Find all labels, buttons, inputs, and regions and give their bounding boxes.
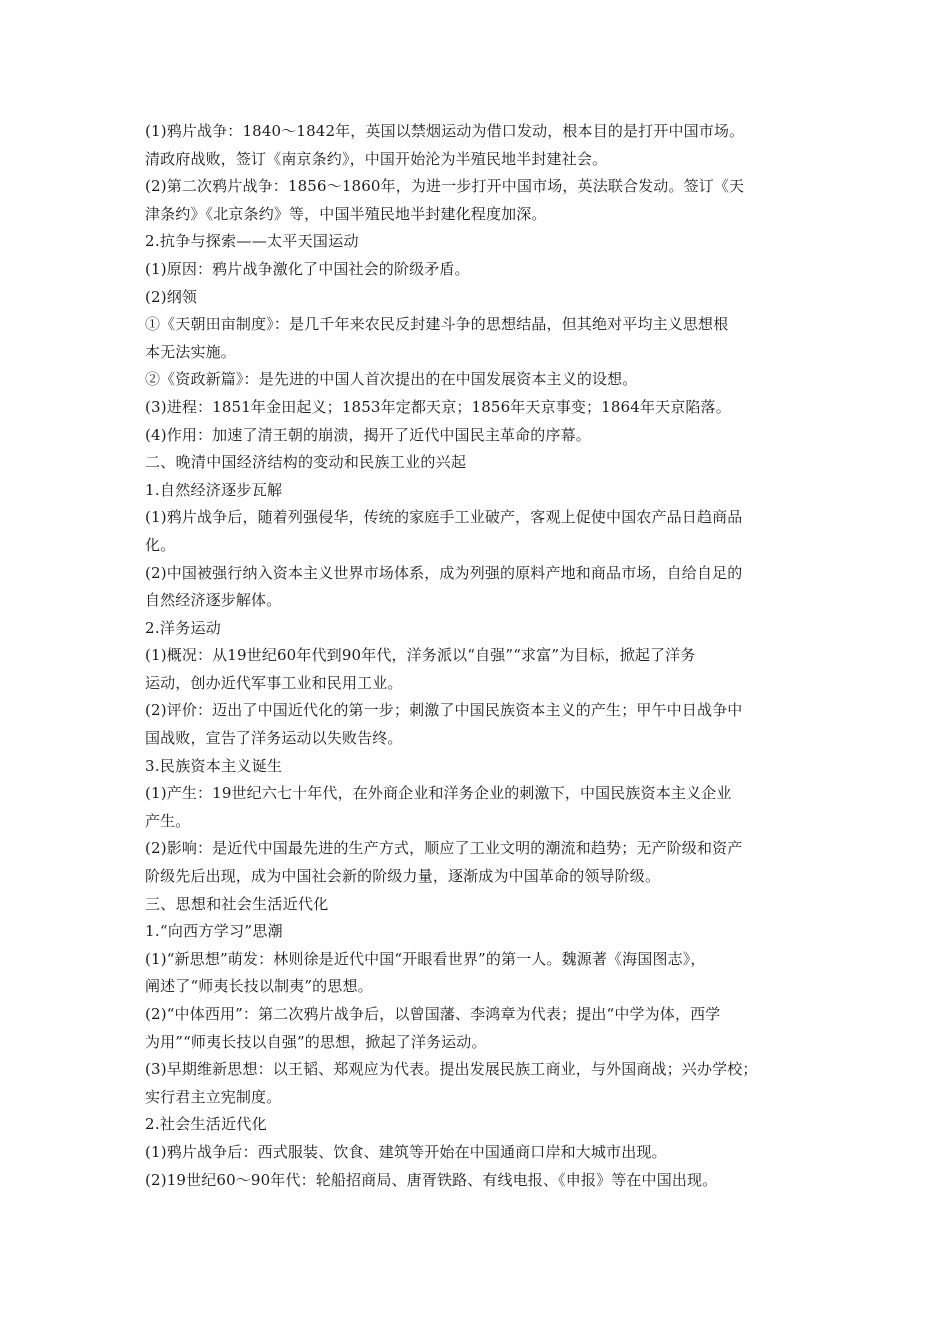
text-line: 阐述了“师夷长技以制夷”的思想。 [145, 977, 373, 996]
text-line: 运动，创办近代军事工业和民用工业。 [145, 673, 403, 692]
section-heading: 1.“向西方学习”思潮 [145, 922, 283, 941]
text-line: 阶级先后出现，成为中国社会新的阶级力量，逐渐成为中国革命的领导阶级。 [145, 867, 661, 886]
text-line: (1)鸦片战争：1840～1842年，英国以禁烟运动为借口发动，根本目的是打开中国市场。 [145, 122, 745, 140]
text-line: (3)早期维新思想：以王韬、郑观应为代表。提出发展民族工商业，与外国商战；兴办学校； [145, 1060, 758, 1079]
section-heading: 2.抗争与探索——太平天国运动 [145, 232, 359, 251]
text-line: (4)作用：加速了清王朝的崩溃，揭开了近代中国民主革命的序幕。 [145, 425, 591, 444]
text-line: 为用”“师夷长技以自强”的思想，掀起了洋务运动。 [145, 1032, 487, 1051]
text-line: ①《天朝田亩制度》：是几千年来农民反封建斗争的思想结晶，但其绝对平均主义思想根 [145, 315, 729, 334]
text-line: 国战败，宣告了洋务运动以失败告终。 [145, 729, 403, 748]
text-line: 清政府战败，签订《南京条约》，中国开始沦为半殖民地半封建社会。 [145, 149, 608, 168]
text-line: (2)评价：迈出了中国近代化的第一步；刺激了中国民族资本主义的产生；甲午中日战争中 [145, 701, 743, 720]
text-line: 本无法实施。 [145, 342, 236, 361]
text-line: (1)产生：19世纪六七十年代，在外商企业和洋务企业的刺激下，中国民族资本主义企业 [145, 784, 732, 803]
text-line: (2)影响：是近代中国最先进的生产方式，顺应了工业文明的潮流和趋势；无产阶级和资产 [145, 839, 743, 858]
text-line: 产生。 [145, 811, 191, 830]
section-heading: 3.民族资本主义诞生 [145, 756, 283, 775]
section-heading: 三、思想和社会生活近代化 [145, 894, 329, 913]
text-line: (1)鸦片战争后，随着列强侵华，传统的家庭手工业破产，客观上促使中国农产品日趋商品 [145, 508, 743, 527]
text-line: (2)中国被强行纳入资本主义世界市场体系，成为列强的原料产地和商品市场，自给自足的 [145, 563, 743, 582]
document-body [145, 118, 815, 1194]
text-line: (2)纲领 [145, 287, 197, 306]
section-heading: 2.社会生活近代化 [145, 1115, 268, 1134]
text-line: (1)“新思想”萌发：林则徐是近代中国“开眼看世界”的第一人。魏源著《海国图志》， [145, 949, 706, 968]
section-heading: 2.洋务运动 [145, 618, 222, 637]
text-line: ②《资政新篇》：是先进的中国人首次提出的在中国发展资本主义的设想。 [145, 370, 638, 389]
text-line: (1)概况：从19世纪60年代到90年代，洋务派以“自强”“求富”为目标，掀起了洋务 [145, 646, 696, 665]
text-line: (2)19世纪60～90年代：轮船招商局、唐胥铁路、有线电报、《申报》等在中国出现。 [145, 1170, 718, 1189]
section-heading: 二、晚清中国经济结构的变动和民族工业的兴起 [145, 453, 467, 472]
text-line: (2)第二次鸦片战争：1856～1860年，为进一步打开中国市场，英法联合发动。签订《天 [145, 177, 745, 196]
text-line: 实行君主立宪制度。 [145, 1087, 282, 1106]
text-line: 津条约》《北京条约》等，中国半殖民地半封建化程度加深。 [145, 204, 547, 223]
text-line: 化。 [145, 535, 176, 554]
text-line: (1)鸦片战争后：西式服装、饮食、建筑等开始在中国通商口岸和大城市出现。 [145, 1142, 667, 1161]
text-line: (2)“中体西用”：第二次鸦片战争后，以曾国藩、李鸿章为代表；提出“中学为体，西学 [145, 1005, 721, 1023]
section-heading: 1.自然经济逐步瓦解 [145, 480, 283, 499]
text-line: (3)进程：1851年金田起义；1853年定都天京；1856年天京事变；1864年天京陷落。 [145, 397, 731, 416]
text-line: (1)原因：鸦片战争激化了中国社会的阶级矛盾。 [145, 259, 470, 278]
text-line: 自然经济逐步解体。 [145, 591, 282, 610]
